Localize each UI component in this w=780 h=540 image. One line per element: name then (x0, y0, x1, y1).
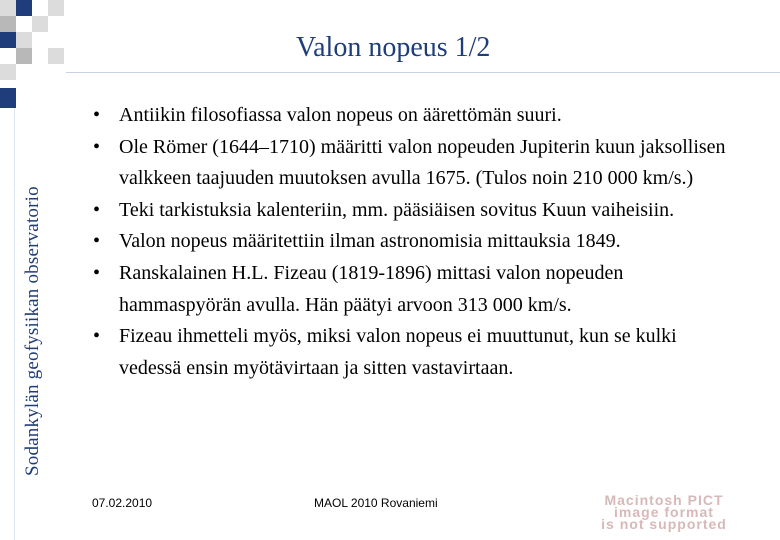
notice-line: image format (614, 504, 714, 520)
title-divider (66, 72, 780, 73)
bullet-item: • Teki tarkistuksia kalenteriin, mm. pääsiäisen sovitus Kuun vaiheisiin. (93, 195, 743, 227)
footer-date: 07.02.2010 (92, 496, 153, 510)
bullet-item: • Fizeau ihmetteli myös, miksi valon nopeus ei muuttunut, kun se kulki vedessä ensin myötävirtaan ja sitten vastavirtaan. (93, 321, 743, 384)
observatory-label: Sodankylän geofysiikan observatorio (22, 186, 43, 476)
bullet-item: • Valon nopeus määritettiin ilman astronomisia mittauksia 1849. (93, 226, 743, 258)
bullet-item: • Ole Römer (1644–1710) määritti valon nopeuden Jupiterin kuun jaksollisen valkkeen taajuuden muutoksen avulla 1675. (Tulos noin 210 000 km/s.) (93, 132, 743, 195)
notice-line: Macintosh PICT (604, 492, 724, 508)
bullet-list (93, 100, 743, 384)
bullet-item: • Antiikin filosofiassa valon nopeus on äärettömän suuri. (93, 100, 743, 132)
slide-title: Valon nopeus 1/2 (296, 32, 491, 63)
bullet-item: • Ranskalainen H.L. Fizeau (1819-1896) mittasi valon nopeuden hammaspyörän avulla. Hän päätyi arvoon 313 000 km/s. (93, 258, 743, 321)
checker-decoration (0, 0, 80, 110)
notice-line: is not supported (601, 516, 727, 532)
image-unsupported-notice (552, 494, 776, 530)
footer-event: MAOL 2010 Rovaniemi (314, 496, 438, 510)
